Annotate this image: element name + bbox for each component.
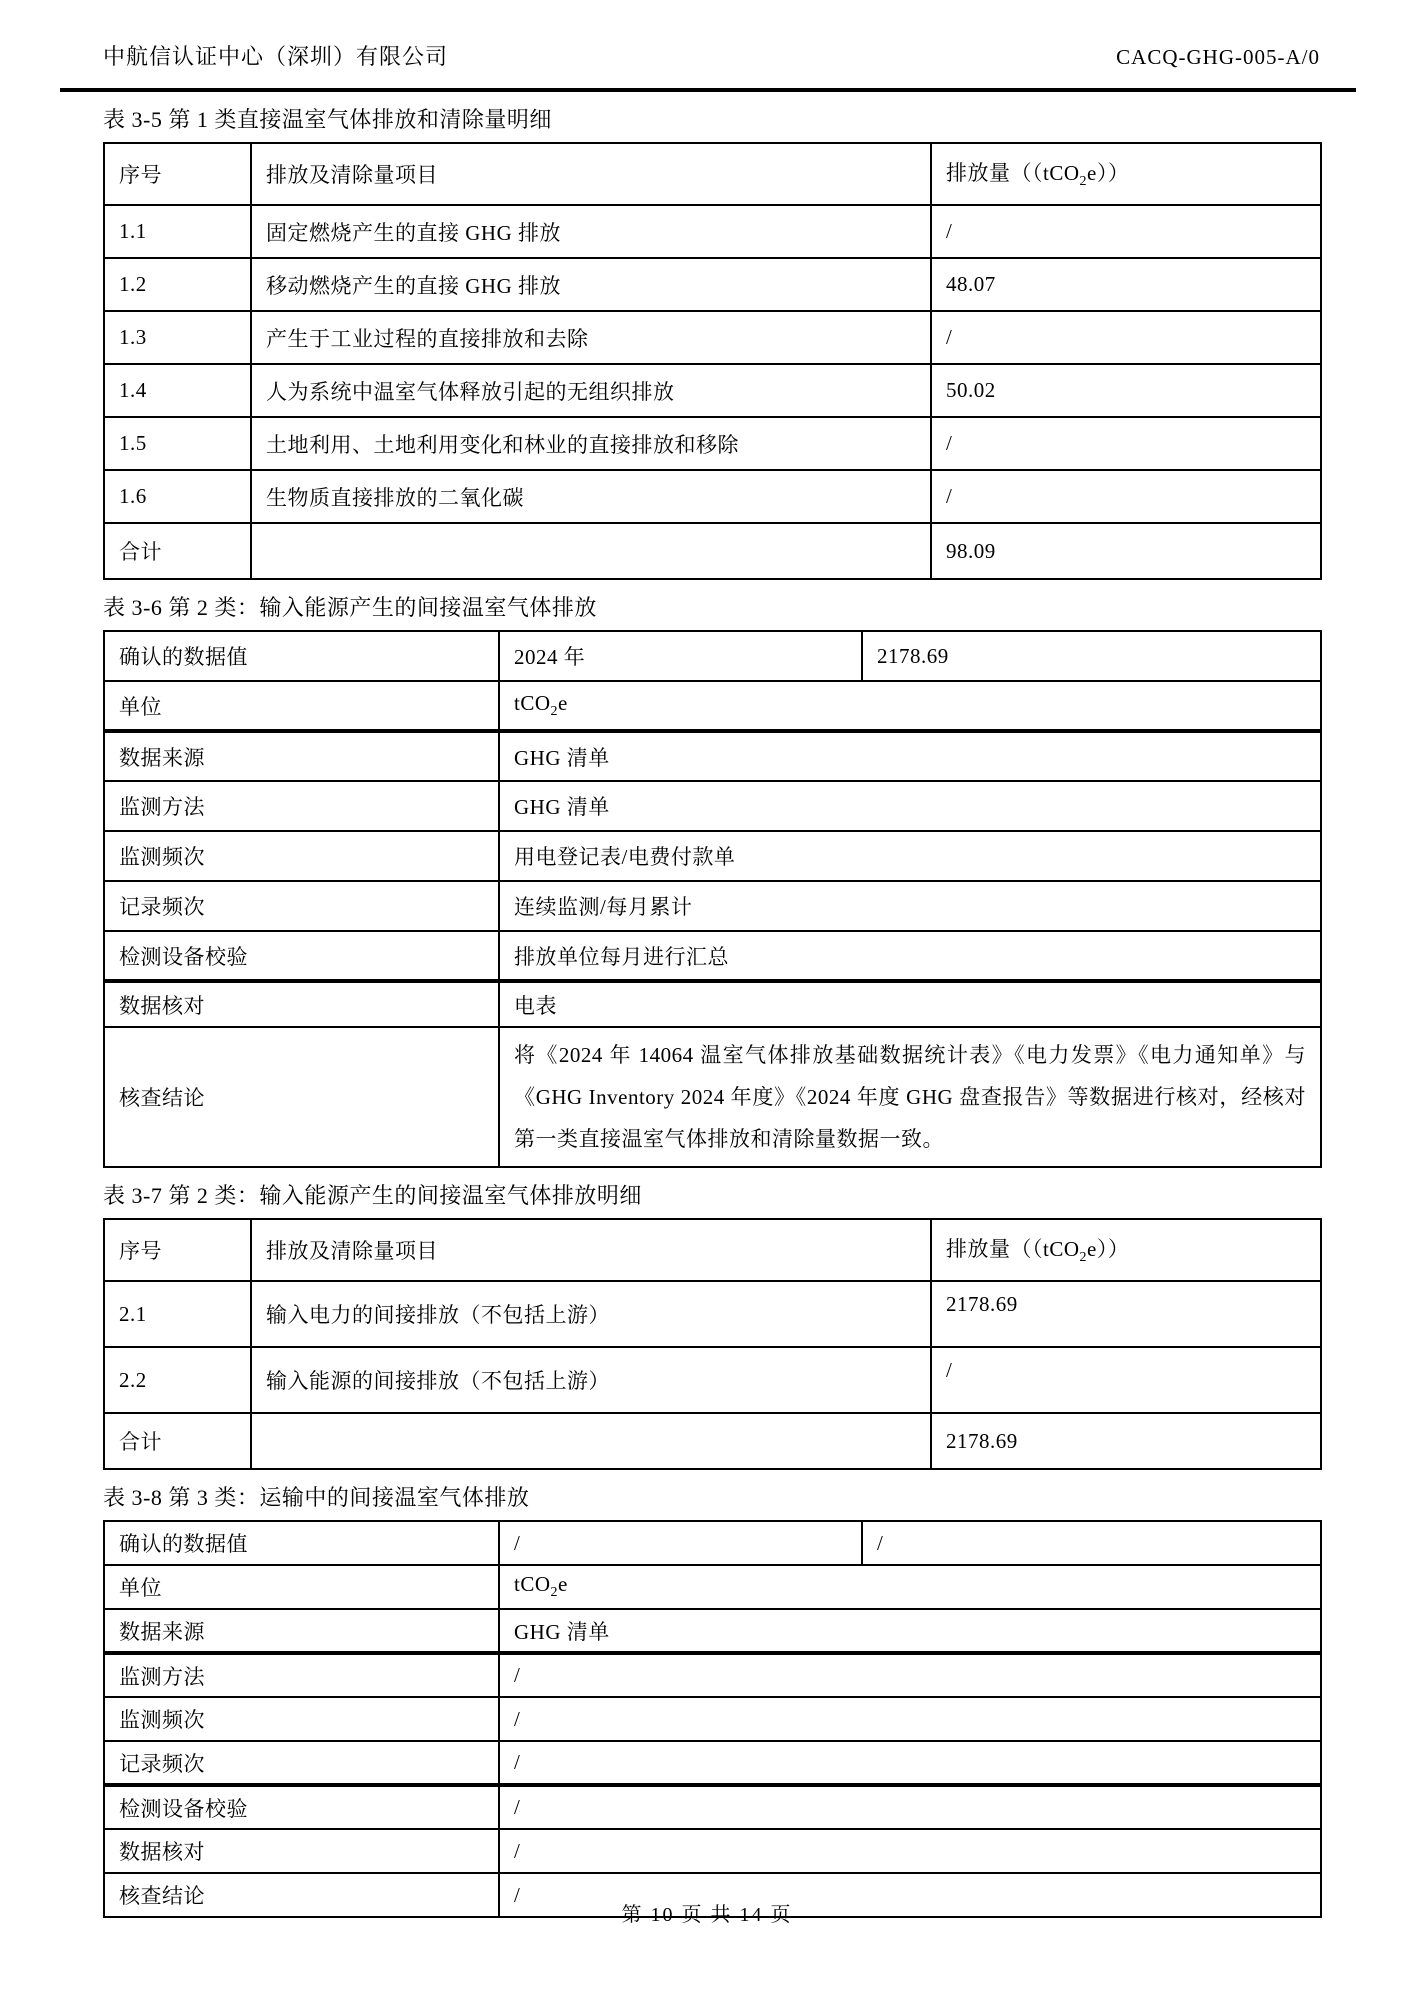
table-row	[104, 881, 1321, 931]
table35	[103, 142, 1322, 580]
label-cell: 确认的数据值	[104, 631, 499, 681]
value-cell: 2024 年	[499, 631, 862, 681]
unit-pre: tCO	[514, 1572, 551, 1597]
label-cell: 核查结论	[104, 1873, 499, 1917]
value-cell: 电表	[499, 981, 1321, 1027]
label-cell: 确认的数据值	[104, 1521, 499, 1565]
value-cell: GHG 清单	[499, 1609, 1321, 1653]
label-cell: 数据来源	[104, 1609, 499, 1653]
table-row	[104, 417, 1321, 470]
table-row	[104, 1829, 1321, 1873]
table-row	[104, 205, 1321, 258]
value-cell: /	[499, 1697, 1321, 1741]
table37	[103, 1218, 1322, 1470]
value-cell: GHG 清单	[499, 731, 1321, 781]
emission-header-pre: 排放量（（tCO	[946, 161, 1080, 186]
table-row	[104, 1609, 1321, 1653]
value-cell: /	[499, 1741, 1321, 1785]
table-row	[104, 311, 1321, 364]
value-cell: 48.07	[931, 258, 1321, 311]
table-row	[104, 470, 1321, 523]
letterhead	[60, 42, 1356, 92]
table-row	[104, 1347, 1321, 1413]
total-row	[104, 523, 1321, 579]
item-cell: 固定燃烧产生的直接 GHG 排放	[251, 205, 931, 258]
item-header-cell: 排放及清除量项目	[251, 1219, 931, 1281]
empty-cell	[251, 523, 931, 579]
item-cell: 输入电力的间接排放（不包括上游）	[251, 1281, 931, 1347]
label-cell: 监测频次	[104, 1697, 499, 1741]
value-cell: 2178.69	[862, 631, 1321, 681]
label-cell: 数据核对	[104, 981, 499, 1027]
value-cell: /	[931, 470, 1321, 523]
serial-cell: 1.1	[104, 205, 251, 258]
item-cell: 人为系统中温室气体释放引起的无组织排放	[251, 364, 931, 417]
table-row	[104, 931, 1321, 981]
emission-header-sub: 2	[1079, 1250, 1088, 1266]
value-cell: 连续监测/每月累计	[499, 881, 1321, 931]
unit-post: e	[558, 690, 568, 715]
page-footer	[0, 1898, 1414, 1927]
label-cell: 检测设备校验	[104, 931, 499, 981]
value-cell: 50.02	[931, 364, 1321, 417]
serial-header-cell: 序号	[104, 143, 251, 205]
item-cell: 生物质直接排放的二氧化碳	[251, 470, 931, 523]
value-cell: /	[931, 311, 1321, 364]
table36	[103, 630, 1322, 1168]
item-header-cell: 排放及清除量项目	[251, 143, 931, 205]
serial-cell: 2.1	[104, 1281, 251, 1347]
value-cell: /	[499, 1785, 1321, 1829]
item-cell: 产生于工业过程的直接排放和去除	[251, 311, 931, 364]
total-label-cell: 合计	[104, 523, 251, 579]
emission-header-sub: 2	[1079, 174, 1088, 190]
label-cell: 检测设备校验	[104, 1785, 499, 1829]
value-cell: /	[931, 1347, 1321, 1413]
item-cell: 输入能源的间接排放（不包括上游）	[251, 1347, 931, 1413]
serial-header-cell: 序号	[104, 1219, 251, 1281]
label-cell: 核查结论	[104, 1027, 499, 1167]
serial-cell: 1.4	[104, 364, 251, 417]
serial-cell: 1.2	[104, 258, 251, 311]
confirm-row	[104, 631, 1321, 681]
value-cell: 排放单位每月进行汇总	[499, 931, 1321, 981]
unit-post: e	[558, 1572, 568, 1597]
table-row	[104, 781, 1321, 831]
emission-header-pre: 排放量（（tCO	[946, 1237, 1080, 1262]
label-cell: 监测频次	[104, 831, 499, 881]
unit-sub: 2	[550, 704, 559, 720]
table-row	[104, 1741, 1321, 1785]
value-cell: 2178.69	[931, 1281, 1321, 1347]
table-row	[104, 364, 1321, 417]
value-cell: /	[931, 417, 1321, 470]
unit-value-cell	[499, 1565, 1321, 1609]
table-row	[104, 258, 1321, 311]
table35-title: 表 3-5 第 1 类直接温室气体排放和清除量明细	[103, 107, 552, 132]
value-cell: GHG 清单	[499, 781, 1321, 831]
label-cell: 记录频次	[104, 1741, 499, 1785]
table-row	[104, 1653, 1321, 1697]
emission-header-cell	[931, 1219, 1321, 1281]
page-number: 第 10 页 共 14 页	[621, 1904, 793, 1926]
serial-cell: 1.6	[104, 470, 251, 523]
unit-row	[104, 1565, 1321, 1609]
unit-pre: tCO	[514, 690, 551, 715]
table-row	[104, 981, 1321, 1027]
item-cell: 移动燃烧产生的直接 GHG 排放	[251, 258, 931, 311]
emission-header-post: e））	[1087, 161, 1130, 186]
table37-title: 表 3-7 第 2 类：输入能源产生的间接温室气体排放明细	[103, 1183, 642, 1208]
total-value-cell: 2178.69	[931, 1413, 1321, 1469]
label-cell: 单位	[104, 1565, 499, 1609]
table-row	[104, 731, 1321, 781]
table38-title: 表 3-8 第 3 类：运输中的间接温室气体排放	[103, 1485, 530, 1510]
total-row	[104, 1413, 1321, 1469]
serial-cell: 2.2	[104, 1347, 251, 1413]
value-cell: /	[499, 1873, 1321, 1917]
unit-value-cell	[499, 681, 1321, 731]
total-label-cell: 合计	[104, 1413, 251, 1469]
label-cell: 单位	[104, 681, 499, 731]
total-value-cell: 98.09	[931, 523, 1321, 579]
value-cell: /	[499, 1521, 862, 1565]
emission-header-post: e））	[1087, 1237, 1130, 1262]
empty-cell	[251, 1413, 931, 1469]
serial-cell: 1.5	[104, 417, 251, 470]
unit-sub: 2	[550, 1585, 559, 1601]
confirm-row	[104, 1521, 1321, 1565]
label-cell: 数据核对	[104, 1829, 499, 1873]
value-cell: 用电登记表/电费付款单	[499, 831, 1321, 881]
table38	[103, 1520, 1322, 1918]
emission-header-cell	[931, 143, 1321, 205]
value-cell: /	[499, 1653, 1321, 1697]
doc-code: CACQ-GHG-005-A/0	[1116, 45, 1320, 69]
label-cell: 记录频次	[104, 881, 499, 931]
value-cell: /	[862, 1521, 1321, 1565]
table-row	[104, 1697, 1321, 1741]
conclusion-cell: 将《2024 年 14064 温室气体排放基础数据统计表》《电力发票》《电力通知单》与《GHG Inventory 2024 年度》《2024 年度 GHG 盘查报告》等数据进行核对，经核对第一类直接温室气体排放和清除量数据一致。	[499, 1027, 1321, 1167]
label-cell: 监测方法	[104, 781, 499, 831]
table-row	[104, 1281, 1321, 1347]
value-cell: /	[499, 1829, 1321, 1873]
table36-title: 表 3-6 第 2 类：输入能源产生的间接温室气体排放	[103, 595, 597, 620]
unit-row	[104, 681, 1321, 731]
table-row	[104, 1785, 1321, 1829]
table35-header-row	[104, 143, 1321, 205]
item-cell: 土地利用、土地利用变化和林业的直接排放和移除	[251, 417, 931, 470]
label-cell: 数据来源	[104, 731, 499, 781]
value-cell: /	[931, 205, 1321, 258]
label-cell: 监测方法	[104, 1653, 499, 1697]
company-name: 中航信认证中心（深圳）有限公司	[103, 44, 449, 69]
table-row	[104, 831, 1321, 881]
serial-cell: 1.3	[104, 311, 251, 364]
table37-header-row	[104, 1219, 1321, 1281]
conclusion-row	[104, 1027, 1321, 1167]
